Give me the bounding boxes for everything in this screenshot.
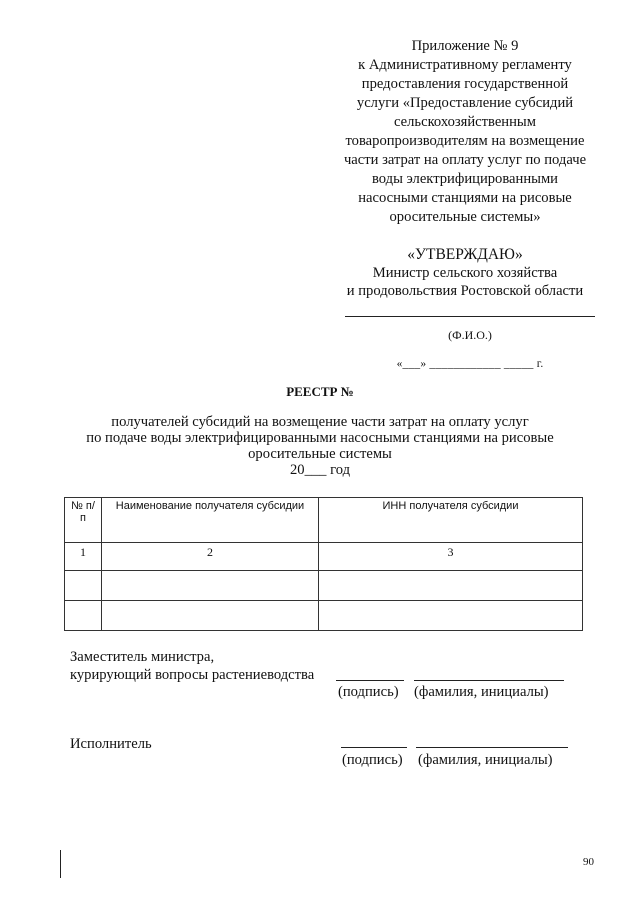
approval-date: «___» ____________ _____ г.: [396, 358, 544, 370]
executor-name-caption: (фамилия, инициалы): [418, 752, 553, 768]
header-recipient-name: Наименование получателя субсидии: [102, 498, 319, 543]
table-cell: [102, 601, 319, 631]
table-header-row: [65, 498, 583, 543]
approval-block: [335, 246, 595, 300]
register-subtitle: [60, 414, 580, 478]
table-row: [65, 571, 583, 601]
appendix-line: к Административному регламенту: [358, 57, 572, 73]
deputy-name-line: [414, 680, 564, 681]
deputy-name-caption: (фамилия, инициалы): [414, 684, 549, 700]
deputy-signature-line: [336, 680, 404, 681]
approval-line2: и продовольствия Ростовской области: [346, 283, 584, 299]
executor-signature-caption: (подпись): [342, 752, 403, 768]
deputy-line2: курирующий вопросы растениеводства: [70, 667, 315, 683]
table-cell: [319, 571, 583, 601]
subtitle-line: по подаче воды электрифицированными насосными станциями на рисовые: [86, 430, 554, 446]
deputy-line1: Заместитель министра,: [70, 649, 215, 665]
subtitle-line: 20___ год: [289, 462, 351, 478]
deputy-signature-label: [70, 648, 314, 684]
table-cell: [102, 571, 319, 601]
appendix-header: [335, 37, 595, 227]
appendix-line: насосными станциями на рисовые: [358, 190, 572, 206]
executor-label: Исполнитель: [70, 736, 152, 752]
appendix-line: товаропроизводителям на возмещение: [345, 133, 585, 149]
appendix-line: оросительные системы»: [389, 209, 541, 225]
subtitle-line: оросительные системы: [248, 446, 392, 462]
approval-line1: Министр сельского хозяйства: [372, 265, 558, 281]
table-row: [65, 601, 583, 631]
appendix-line: Приложение № 9: [411, 38, 519, 54]
margin-bar: [60, 850, 61, 878]
column-number-2: 2: [102, 543, 319, 571]
register-table: [64, 497, 583, 631]
table-column-numbers-row: [65, 543, 583, 571]
appendix-line: сельскохозяйственным: [394, 114, 536, 130]
executor-name-line: [416, 747, 568, 748]
appendix-line: части затрат на оплату услуг по подаче: [343, 152, 587, 168]
executor-signature-line: [341, 747, 407, 748]
header-recipient-inn: ИНН получателя субсидии: [319, 498, 583, 543]
column-number-3: 3: [319, 543, 583, 571]
approval-fio: (Ф.И.О.): [448, 328, 492, 342]
subtitle-line: получателей субсидий на возмещение части затрат на оплату услуг: [111, 414, 529, 430]
table-cell: [65, 571, 102, 601]
table-cell: [65, 601, 102, 631]
header-number: № п/п: [65, 498, 102, 543]
appendix-line: воды электрифицированными: [372, 171, 558, 187]
approval-signature-line: [345, 316, 595, 317]
approval-title: «УТВЕРЖДАЮ»: [407, 246, 523, 263]
register-title: РЕЕСТР №: [286, 384, 354, 399]
column-number-1: 1: [65, 543, 102, 571]
table-cell: [319, 601, 583, 631]
deputy-signature-caption: (подпись): [338, 684, 399, 700]
appendix-line: услуги «Предоставление субсидий: [356, 95, 574, 111]
appendix-line: предоставления государственной: [361, 76, 569, 92]
page-number: 90: [583, 856, 594, 868]
